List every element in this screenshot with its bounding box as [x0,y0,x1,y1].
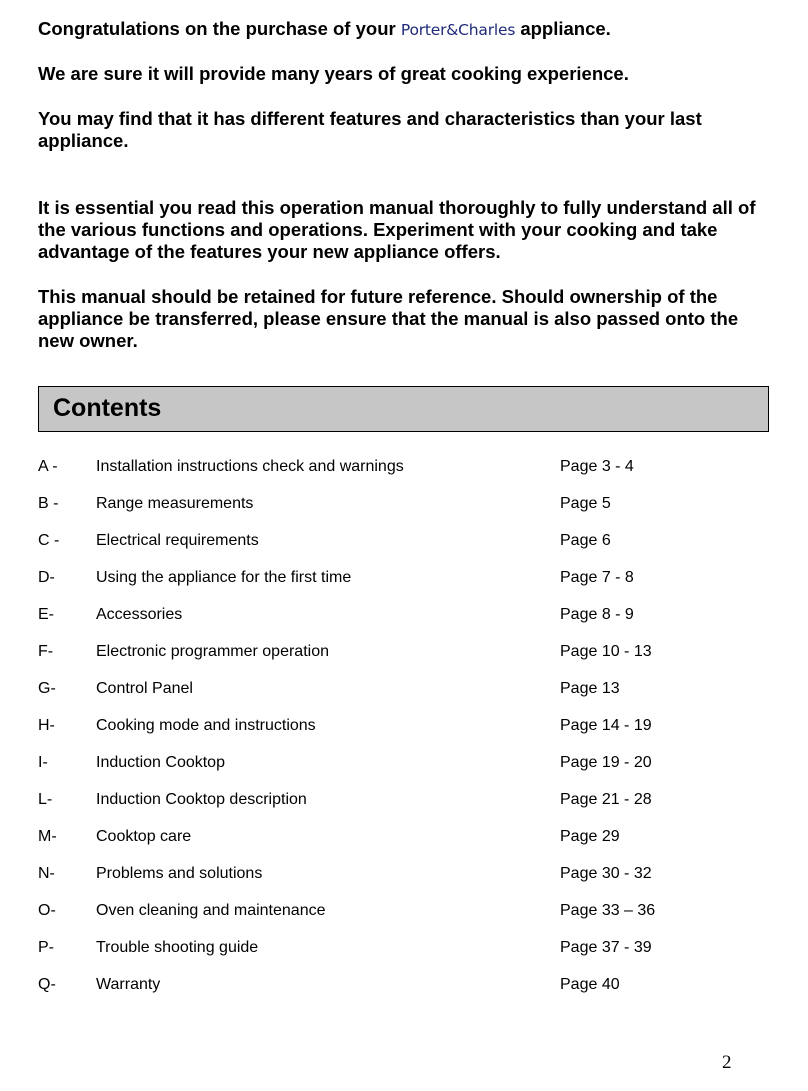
toc-page-range: Page 6 [560,532,611,549]
toc-row [38,456,768,493]
toc-row [38,641,768,678]
toc-section-letter: I- [38,754,48,771]
contents-heading-box [38,386,769,432]
toc-section-title: Range measurements [96,495,254,512]
toc-row [38,789,768,826]
table-of-contents [38,456,768,1011]
toc-page-range: Page 30 - 32 [560,865,652,882]
toc-section-letter: L- [38,791,53,808]
toc-page-range: Page 7 - 8 [560,569,634,586]
toc-section-title: Induction Cooktop [96,754,225,771]
toc-row [38,493,768,530]
toc-row [38,974,768,1011]
contents-heading: Contents [53,394,162,422]
congrats-prefix: Congratulations on the purchase of your [38,18,396,39]
toc-section-letter: E- [38,606,54,623]
toc-section-title: Using the appliance for the first time [96,569,352,586]
toc-page-range: Page 29 [560,828,620,845]
toc-section-letter: N- [38,865,55,882]
toc-section-letter: C - [38,532,60,549]
read-manual-paragraph: It is essential you read this operation manual thoroughly to fully understand all of the various functions and operations. Experiment with your cooking and take advantage of the features your new appliance offers. [38,197,756,262]
features-paragraph: You may find that it has different features and characteristics than your last appliance. [38,108,702,151]
toc-section-letter: D- [38,569,55,586]
retain-manual-paragraph: This manual should be retained for future reference. Should ownership of the appliance be transferred, please ensure that the manual is also passed onto the new owner. [38,286,739,351]
toc-page-range: Page 40 [560,976,620,993]
brand-logo: Porter&Charles [400,21,516,39]
toc-page-range: Page 5 [560,495,611,512]
toc-page-range: Page 37 - 39 [560,939,652,956]
toc-page-range: Page 10 - 13 [560,643,652,660]
toc-section-letter: B - [38,495,59,512]
toc-row [38,715,768,752]
toc-row [38,752,768,789]
toc-page-range: Page 8 - 9 [560,606,634,623]
page-number: 2 [722,1052,732,1073]
toc-section-letter: P- [38,939,54,956]
toc-page-range: Page 19 - 20 [560,754,652,771]
toc-row [38,863,768,900]
toc-section-title: Trouble shooting guide [96,939,259,956]
toc-row [38,678,768,715]
toc-row [38,604,768,641]
toc-page-range: Page 21 - 28 [560,791,652,808]
toc-section-letter: Q- [38,976,56,993]
experience-paragraph: We are sure it will provide many years of great cooking experience. [38,63,629,84]
toc-section-letter: A - [38,458,58,475]
toc-section-title: Induction Cooktop description [96,791,307,808]
toc-section-title: Control Panel [96,680,193,697]
toc-section-title: Electronic programmer operation [96,643,329,660]
toc-section-title: Cooktop care [96,828,192,845]
toc-page-range: Page 13 [560,680,620,697]
toc-section-letter: G- [38,680,56,697]
toc-section-title: Problems and solutions [96,865,263,882]
toc-section-title: Warranty [96,976,161,993]
toc-row [38,900,768,937]
toc-section-title: Oven cleaning and maintenance [96,902,326,919]
toc-section-letter: M- [38,828,57,845]
toc-section-title: Installation instructions check and warnings [96,458,404,475]
toc-section-letter: O- [38,902,56,919]
toc-section-title: Accessories [96,606,183,623]
toc-section-title: Cooking mode and instructions [96,717,316,734]
toc-row [38,826,768,863]
toc-page-range: Page 33 – 36 [560,902,656,919]
toc-section-letter: F- [38,643,54,660]
toc-row [38,567,768,604]
toc-section-letter: H- [38,717,55,734]
congrats-suffix: appliance. [520,18,611,39]
toc-row [38,530,768,567]
toc-row [38,937,768,974]
toc-section-title: Electrical requirements [96,532,259,549]
toc-page-range: Page 3 - 4 [560,458,634,475]
toc-page-range: Page 14 - 19 [560,717,652,734]
congratulations-paragraph [38,18,773,41]
